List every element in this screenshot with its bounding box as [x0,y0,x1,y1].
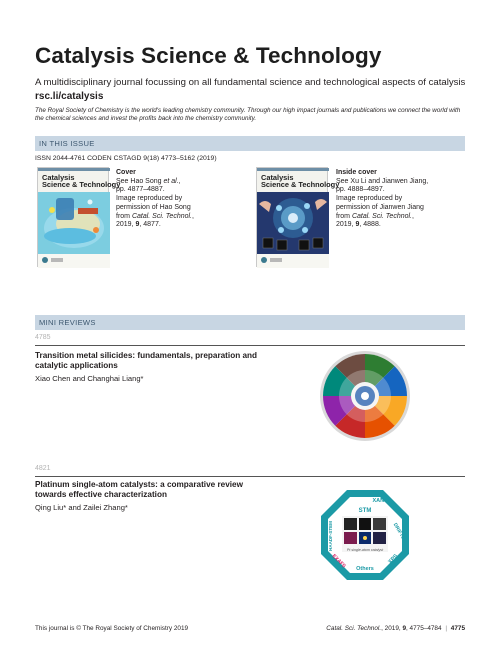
footer-separator: | [445,625,447,632]
journal-title: Catalysis Science & Technology [35,43,382,68]
footer-citation: Catal. Sci. Technol., 2019, 9, 4775–4784 | 4775 [326,625,465,632]
graphic-label-others: Others [356,566,374,572]
article-graphic-silicides[interactable] [319,350,411,442]
graphic-label-haadf: HAADF-STEM [328,521,333,551]
article-divider [35,345,465,346]
footer-copyright: This journal is © The Royal Society of Chemistry 2019 [35,625,189,632]
rsc-blurb: The Royal Society of Chemistry is the world's leading chemistry community. Through our high impact journals and publications we connect the world with the chemical sciences and invest the profits back into the chemistry community. [35,107,461,122]
article-page-number: 4785 [35,334,51,341]
article-title-link[interactable]: Platinum single-atom catalysts: a comparative review towards effective characterization [35,480,243,499]
journal-tagline: A multidisciplinary journal focussing on all fundamental science and technological aspects of catalysis [35,77,466,88]
issn-line: ISSN 2044-4761 CODEN CSTAGD 9(18) 4773–5162 (2019) [35,155,217,162]
cover-label: Inside cover [336,169,377,176]
graphic-label-drifts: DRIFTS [391,522,406,541]
graphic-label-exafs: EXAFS [330,553,347,570]
graphic-label-stm: STM [358,508,372,514]
cover-label: Cover [116,169,136,176]
article-title-link[interactable]: Transition metal silicides: fundamentals, preparation and catalytic applications [35,351,258,370]
cover-caption-front: Cover See Hao Song et al., pp. 4877–4887. Image reproduced by permission of Hao Song from Catal. Sci. Technol., 2019, 9, 4877. [116,169,246,230]
cover-image-front[interactable] [37,167,121,267]
journal-url-link[interactable]: rsc.li/catalysis [35,91,104,102]
cover-caption-inside: Inside cover See Xu Li and Jianwen Jiang, pp. 4888–4897. Image reproduced by permission of Jianwen Jiang from Catal. Sci. Technol., 2019, 9, 4888. [336,169,466,230]
article-divider [35,476,465,477]
section-label: IN THIS ISSUE [39,139,95,148]
article-graphic-pt-single-atom[interactable] [318,488,412,582]
cover-image-inside[interactable] [256,167,340,267]
article-page-number: 4821 [35,465,51,472]
graphic-label-xps: XPS [387,553,400,566]
cover-title-front: Catalysis Science & Technology [42,173,121,190]
section-label: MINI REVIEWS [39,318,96,327]
graphic-label-center: Pt single-atom catalyst [346,548,384,552]
article-authors: Qing Liu* and Zailei Zhang* [35,503,128,512]
cover-title-inside: Catalysis Science & Technology [261,173,340,190]
section-bar-in-this-issue [35,136,465,151]
graphic-label-xanes: XANES [372,498,392,504]
article-authors: Xiao Chen and Changhai Liang* [35,374,144,383]
footer-page-number: 4775 [450,625,465,632]
section-bar-mini-reviews [35,315,465,330]
